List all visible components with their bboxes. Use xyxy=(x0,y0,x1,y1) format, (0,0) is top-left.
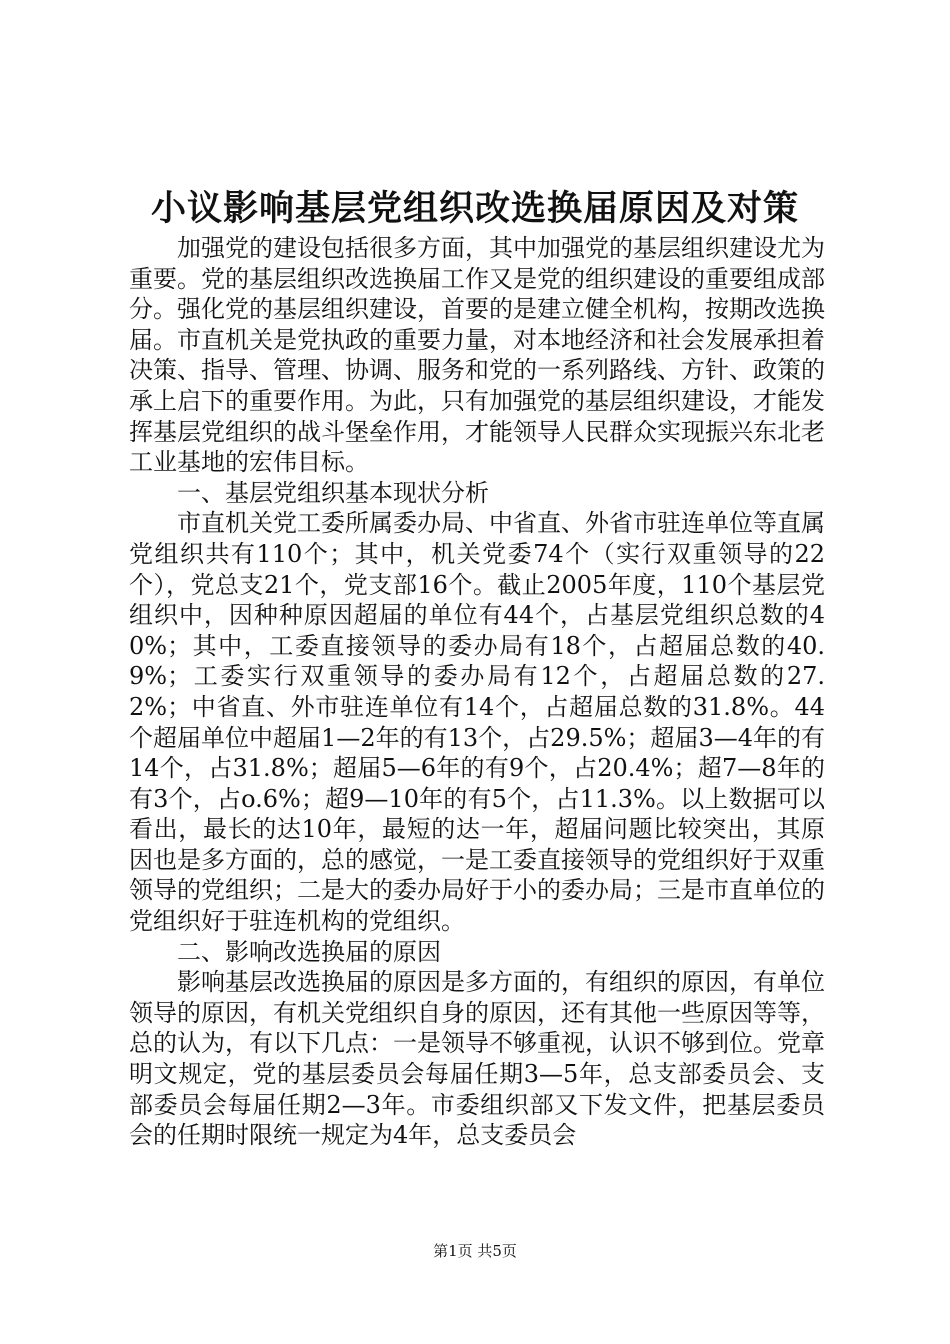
paragraph-status-analysis: 市直机关党工委所属委办局、中省直、外省市驻连单位等直属党组织共有110个；其中，机关党委74个（实行双重领导的22个），党总支21个，党支部16个。截止2005年度，110个基层党组织中，因种种原因超届的单位有44个，占基层党组织总数的40%；其中，工委直接领导的委办局有18个，占超届总数的40.9%；工委实行双重领导的委办局有12个，占超届总数的27.2%；中省直、外市驻连单位有14个，占超届总数的31.8%。44个超届单位中超届1—2年的有13个，占29.5%；超届3—4年的有14个，占31.8%；超届5—6年的有9个，占20.4%；超7—8年的有3个，占o.6%；超9—10年的有5个，占11.3%。以上数据可以看出，最长的达10年，最短的达一年，超届问题比较突出，其原因也是多方面的，总的感觉，一是工委直接领导的党组织好于双重领导的党组织；二是大的委办局好于小的委办局；三是市直单位的党组织好于驻连机构的党组织。 xyxy=(129,509,825,936)
section-heading-2: 二、影响改选换届的原因 xyxy=(177,937,441,966)
document-title: 小议影响基层党组织改选换届原因及对策 xyxy=(150,188,799,229)
paragraph-reasons: 影响基层改选换届的原因是多方面的，有组织的原因，有单位领导的原因，有机关党组织自身的原因，还有其他一些原因等等，总的认为，有以下几点：一是领导不够重视，认识不够到位。党章明文规定，党的基层委员会每届任期3—5年，总支部委员会、支部委员会每届任期2—3年。市委组织部又下发文件，把基层委员会的任期时限统一规定为4年，总支委员会 xyxy=(129,968,825,1150)
paragraph-intro: 加强党的建设包括很多方面，其中加强党的基层组织建设尤为重要。党的基层组织改选换届工作又是党的组织建设的重要组成部分。强化党的基层组织建设，首要的是建立健全机构，按期改选换届。市直机关是党执政的重要力量，对本地经济和社会发展承担着决策、指导、管理、协调、服务和党的一系列路线、方针、政策的承上启下的重要作用。为此，只有加强党的基层组织建设，才能发挥基层党组织的战斗堡垒作用，才能领导人民群众实现振兴东北老工业基地的宏伟目标。 xyxy=(129,234,825,477)
document-body xyxy=(129,233,825,1151)
section-heading-1: 一、基层党组织基本现状分析 xyxy=(177,478,489,507)
page-number-footer: 第1页 共5页 xyxy=(433,1242,517,1260)
